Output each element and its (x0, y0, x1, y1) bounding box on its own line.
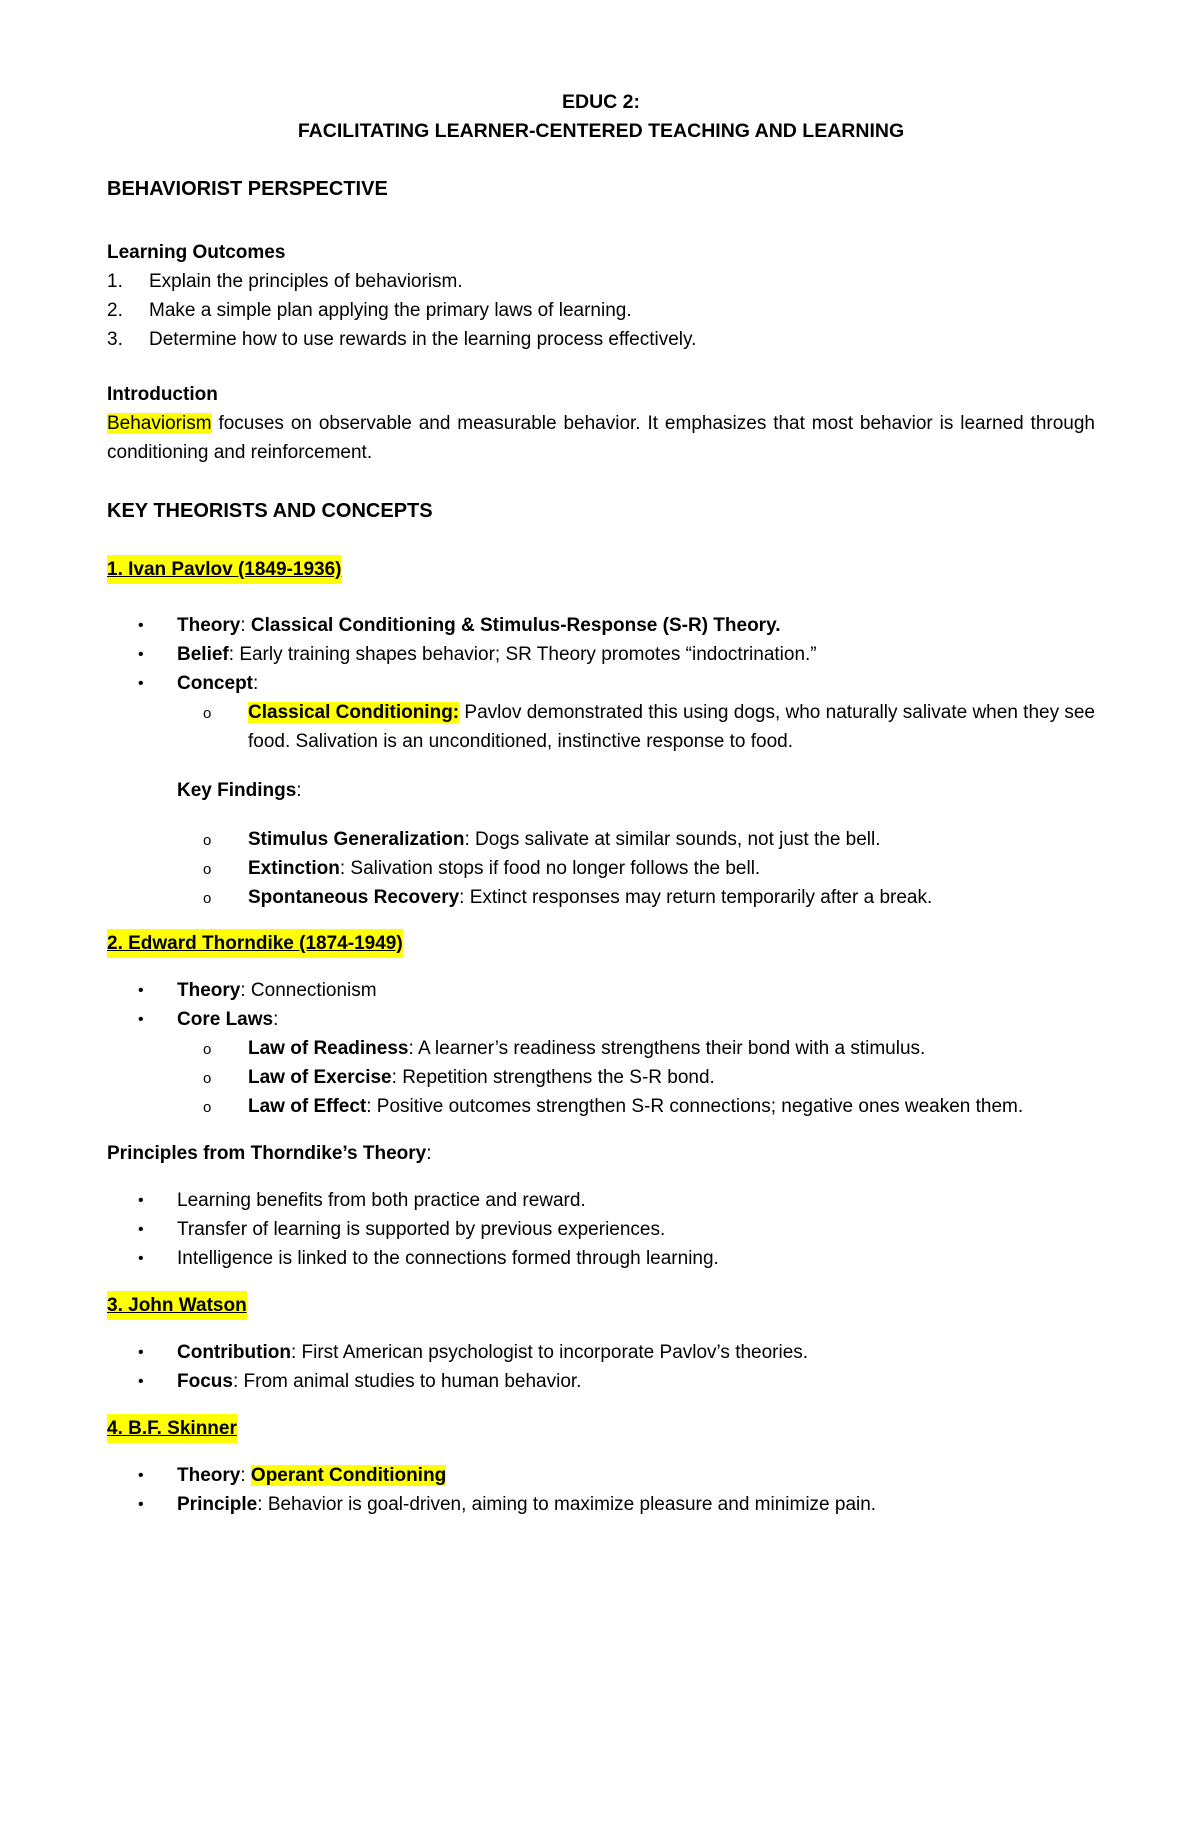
pavlov-heading: 1. Ivan Pavlov (1849-1936) (107, 555, 341, 584)
list-item: • Theory: Operant Conditioning (138, 1465, 447, 1486)
course-code: EDUC 2: (561, 91, 640, 113)
watson-list (107, 1338, 1095, 1396)
principles-list (107, 1186, 1095, 1273)
outcomes-list (107, 267, 1095, 354)
thorndike-heading: 2. Edward Thorndike (1874-1949) (107, 929, 403, 958)
list-item: • Theory: Connectionism (138, 980, 377, 1001)
thorndike-laws-list (107, 1034, 1095, 1121)
intro-heading: Introduction (107, 384, 218, 405)
operant-conditioning-term: Operant Conditioning (250, 1465, 447, 1486)
pavlov-findings-list (107, 825, 1095, 912)
list-item: • Transfer of learning is supported by previous experiences. (138, 1219, 666, 1240)
list-item: o Stimulus Generalization: Dogs salivate at similar sounds, not just the bell. (203, 829, 881, 850)
list-item: • Focus: From animal studies to human behavior. (138, 1371, 582, 1392)
list-item: • Contribution: First American psychologist to incorporate Pavlov’s theories. (138, 1342, 809, 1363)
intro-paragraph: Behaviorism focuses on observable and measurable behavior. It emphasizes that most behavior is learned through conditioning and reinforcement. (107, 413, 1095, 463)
skinner-list (107, 1461, 1095, 1519)
pavlov-list (107, 611, 1095, 698)
list-item: o Law of Effect: Positive outcomes strengthen S-R connections; negative ones weaken them. (203, 1096, 1024, 1117)
document-page (107, 88, 1095, 1519)
behaviorism-term: Behaviorism (107, 413, 212, 434)
section-title: BEHAVIORIST PERSPECTIVE (107, 178, 388, 200)
course-title: FACILITATING LEARNER-CENTERED TEACHING AND LEARNING (297, 120, 905, 142)
list-item: o Law of Exercise: Repetition strengthens the S-R bond. (203, 1067, 715, 1088)
classical-conditioning-term: Classical Conditioning: (248, 702, 460, 723)
list-item: • Concept: (138, 673, 259, 694)
outcomes-heading: Learning Outcomes (107, 242, 286, 263)
list-item: 3. Determine how to use rewards in the learning process effectively. (107, 329, 697, 350)
list-item: o Spontaneous Recovery: Extinct responses may return temporarily after a break. (203, 887, 933, 908)
pavlov-concept-list (107, 698, 1095, 756)
list-item: • Core Laws: (138, 1009, 279, 1030)
list-item: • Belief: Early training shapes behavior; SR Theory promotes “indoctrination.” (138, 644, 817, 665)
watson-heading: 3. John Watson (107, 1291, 247, 1320)
list-item: • Learning benefits from both practice and reward. (138, 1190, 586, 1211)
key-findings-label: Key Findings: (177, 780, 302, 801)
list-item: o Classical Conditioning: Pavlov demonstrated this using dogs, who naturally salivate when they see food. Salivation is an unconditioned, instinctive response to food. (203, 702, 1096, 752)
thorndike-list (107, 976, 1095, 1034)
list-item: o Extinction: Salivation stops if food no longer follows the bell. (203, 858, 761, 879)
list-item: 1. Explain the principles of behaviorism. (107, 271, 463, 292)
principles-heading: Principles from Thorndike’s Theory: (107, 1143, 432, 1164)
list-item: • Intelligence is linked to the connections formed through learning. (138, 1248, 719, 1269)
list-item: o Law of Readiness: A learner’s readiness strengthens their bond with a stimulus. (203, 1038, 926, 1059)
list-item: • Theory: Classical Conditioning & Stimulus-Response (S-R) Theory. (138, 615, 781, 636)
key-theorists-heading: KEY THEORISTS AND CONCEPTS (107, 500, 433, 522)
skinner-heading: 4. B.F. Skinner (107, 1414, 237, 1443)
list-item: 2. Make a simple plan applying the primary laws of learning. (107, 300, 632, 321)
list-item: • Principle: Behavior is goal-driven, aiming to maximize pleasure and minimize pain. (138, 1494, 877, 1515)
